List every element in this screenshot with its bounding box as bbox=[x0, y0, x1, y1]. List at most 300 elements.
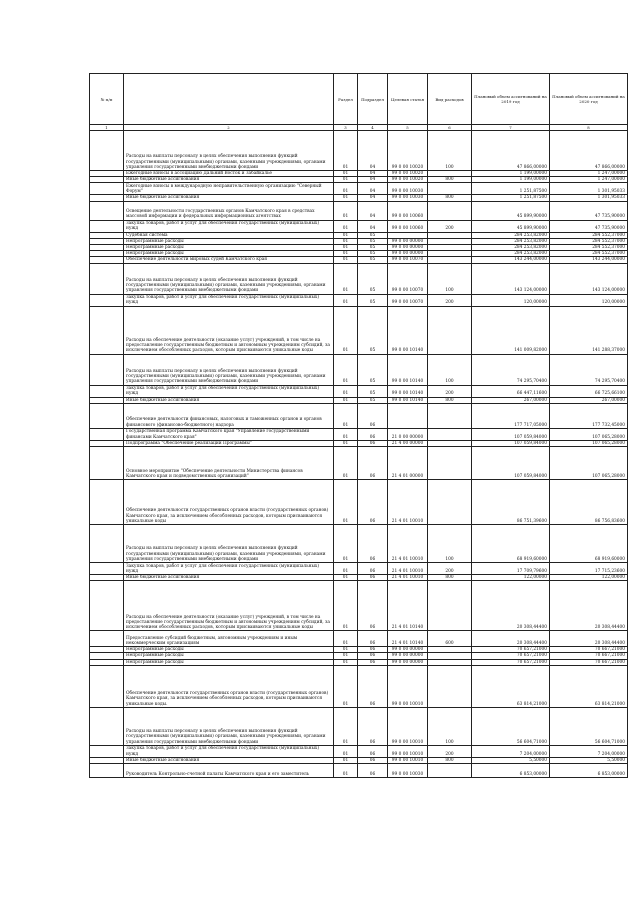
cell-y2019: 267,00000 bbox=[472, 397, 550, 403]
cell-vr bbox=[428, 201, 472, 220]
cell-podrazdel: 05 bbox=[358, 232, 388, 238]
cell-y2019: 20 308,44400 bbox=[472, 631, 550, 647]
cell-npp bbox=[90, 665, 124, 707]
cell-vr: 800 bbox=[428, 397, 472, 403]
cell-y2019: 284 253,82000 bbox=[472, 251, 550, 257]
cell-razdel: 01 bbox=[334, 525, 358, 563]
cell-podrazdel: 06 bbox=[358, 428, 388, 440]
cell-y2019: 66 447,11600 bbox=[472, 385, 550, 397]
cell-razdel: 01 bbox=[334, 428, 358, 440]
cell-y2020: 20 308,44400 bbox=[550, 581, 628, 631]
cell-csr: 99 0 00 10010 bbox=[388, 757, 428, 763]
cell-podrazdel: 06 bbox=[358, 757, 388, 763]
cell-vr: 200 bbox=[428, 220, 472, 232]
cell-vr: 100 bbox=[428, 354, 472, 385]
cell-name: Расходы на выплаты персоналу в целях обеспечения выполнения функций государственными (муниципальными) органами, казенными учреждениями, органами управления государственными внебюджетными фондами bbox=[124, 354, 334, 385]
cell-csr: 99 0 00 10140 bbox=[388, 397, 428, 403]
cell-y2020: 17 715,23600 bbox=[550, 563, 628, 575]
cell-y2020: 107 065,28000 bbox=[550, 447, 628, 480]
cell-y2020: 20 308,44400 bbox=[550, 631, 628, 647]
cell-name: Подпрограмма "Обеспечение реализации Программы" bbox=[124, 440, 334, 446]
cell-y2020: 284 552,37000 bbox=[550, 251, 628, 257]
cell-npp bbox=[90, 403, 124, 428]
header-2019: Плановый объем ассигнований на 2019 год bbox=[472, 74, 550, 125]
cell-podrazdel: 06 bbox=[358, 575, 388, 581]
cell-vr: 100 bbox=[428, 131, 472, 171]
cell-y2020: 143 244,00000 bbox=[550, 257, 628, 263]
cell-name: Закупка товаров, работ и услуг для обеспечения государственных (муниципальных) нужд bbox=[124, 220, 334, 232]
cell-npp bbox=[90, 220, 124, 232]
cell-y2020: 66 725,66100 bbox=[550, 385, 628, 397]
cell-y2019: 120,00000 bbox=[472, 294, 550, 306]
col-number: 4 bbox=[358, 125, 388, 131]
cell-vr: 100 bbox=[428, 263, 472, 294]
cell-name: Расходы на выплаты персоналу в целях обеспечения выполнения функций государственными (муниципальными) органами, казенными учреждениями, органами управления государственными внебюджетными фондами bbox=[124, 131, 334, 171]
cell-vr: 800 bbox=[428, 757, 472, 763]
cell-podrazdel: 04 bbox=[358, 171, 388, 177]
cell-csr: 99 0 00 00000 bbox=[388, 251, 428, 257]
cell-y2020: 1 301,95033 bbox=[550, 183, 628, 195]
cell-y2019: 284 253,82000 bbox=[472, 238, 550, 244]
cell-name: Расходы на обеспечение деятельности (оказание услуг) учреждений, в том числе на предоставление государственным бюджетным и автономным учреждениям субсидий, за исключением обособленных расходов, которым присваиваются уникальные коды bbox=[124, 581, 334, 631]
cell-y2019: 86 751,39600 bbox=[472, 480, 550, 525]
cell-y2019: 74 295,70400 bbox=[472, 354, 550, 385]
table-body bbox=[90, 131, 628, 778]
cell-podrazdel: 06 bbox=[358, 665, 388, 707]
cell-npp bbox=[90, 201, 124, 220]
cell-razdel: 01 bbox=[334, 238, 358, 244]
cell-razdel: 01 bbox=[334, 631, 358, 647]
cell-vr bbox=[428, 665, 472, 707]
cell-name: Закупка товаров, работ и услуг для обеспечения государственных (муниципальных) нужд bbox=[124, 385, 334, 397]
table-row bbox=[90, 220, 628, 232]
budget-table bbox=[89, 73, 628, 778]
header-razdel: Раздел bbox=[334, 74, 358, 125]
cell-csr: 99 0 00 10010 bbox=[388, 707, 428, 745]
table-row bbox=[90, 306, 628, 354]
cell-y2020: 122,00000 bbox=[550, 575, 628, 581]
cell-name: Руководитель Контрольно-счетной палаты Камчатского края и его заместитель bbox=[124, 764, 334, 778]
cell-name: Судебная система bbox=[124, 232, 334, 238]
cell-y2020: 1 301,95033 bbox=[550, 195, 628, 201]
cell-razdel: 01 bbox=[334, 220, 358, 232]
col-number: 7 bbox=[472, 125, 550, 131]
cell-razdel: 01 bbox=[334, 263, 358, 294]
cell-podrazdel: 06 bbox=[358, 563, 388, 575]
cell-y2020: 74 295,70400 bbox=[550, 354, 628, 385]
cell-vr: 200 bbox=[428, 294, 472, 306]
cell-razdel: 01 bbox=[334, 131, 358, 171]
cell-podrazdel: 04 bbox=[358, 177, 388, 183]
cell-y2019: 284 253,82000 bbox=[472, 232, 550, 238]
cell-y2019: 107 059,84000 bbox=[472, 447, 550, 480]
cell-y2020: 7 204,00000 bbox=[550, 745, 628, 757]
table-row bbox=[90, 745, 628, 757]
cell-podrazdel: 06 bbox=[358, 403, 388, 428]
cell-podrazdel: 04 bbox=[358, 195, 388, 201]
cell-vr: 200 bbox=[428, 385, 472, 397]
table-row bbox=[90, 294, 628, 306]
cell-podrazdel: 06 bbox=[358, 631, 388, 647]
header-csr: Целевая статья bbox=[388, 74, 428, 125]
cell-vr: 100 bbox=[428, 707, 472, 745]
cell-y2019: 70 657,21000 bbox=[472, 647, 550, 653]
cell-razdel: 01 bbox=[334, 171, 358, 177]
cell-y2019: 63 814,21000 bbox=[472, 665, 550, 707]
cell-y2020: 284 552,37000 bbox=[550, 232, 628, 238]
cell-podrazdel: 06 bbox=[358, 525, 388, 563]
cell-npp bbox=[90, 525, 124, 563]
cell-razdel: 01 bbox=[334, 480, 358, 525]
cell-razdel: 01 bbox=[334, 447, 358, 480]
cell-vr bbox=[428, 306, 472, 354]
cell-npp bbox=[90, 183, 124, 195]
cell-name: Расходы на выплаты персоналу в целях обеспечения выполнения функций государственными (муниципальными) органами, казенными учреждениями, органами управления государственными внебюджетными фондами bbox=[124, 707, 334, 745]
table-row bbox=[90, 201, 628, 220]
cell-csr: 21 4 01 10140 bbox=[388, 631, 428, 647]
cell-y2020: 177 732,45000 bbox=[550, 403, 628, 428]
col-number: 6 bbox=[428, 125, 472, 131]
cell-name: Ежегодные взносы в ассоциацию Дальний Восток и Забайкалье bbox=[124, 171, 334, 177]
cell-vr bbox=[428, 428, 472, 440]
cell-razdel: 01 bbox=[334, 201, 358, 220]
cell-csr: 21 0 00 00000 bbox=[388, 428, 428, 440]
cell-y2020: 107 065,28000 bbox=[550, 428, 628, 440]
cell-npp bbox=[90, 581, 124, 631]
cell-y2020: 47 866,00000 bbox=[550, 131, 628, 171]
cell-csr: 99 0 00 10140 bbox=[388, 385, 428, 397]
cell-y2019: 70 657,21000 bbox=[472, 653, 550, 659]
cell-razdel: 01 bbox=[334, 183, 358, 195]
cell-razdel: 01 bbox=[334, 653, 358, 659]
cell-y2020: 47 735,90000 bbox=[550, 201, 628, 220]
cell-csr: 99 0 00 00000 bbox=[388, 238, 428, 244]
cell-y2020: 5,50000 bbox=[550, 757, 628, 763]
cell-npp bbox=[90, 447, 124, 480]
cell-y2019: 1 251,87500 bbox=[472, 195, 550, 201]
cell-y2019: 6 853,00000 bbox=[472, 764, 550, 778]
cell-vr: 200 bbox=[428, 745, 472, 757]
cell-y2019: 143 124,00000 bbox=[472, 263, 550, 294]
cell-y2020: 1 247,00000 bbox=[550, 171, 628, 177]
cell-vr bbox=[428, 403, 472, 428]
cell-vr: 800 bbox=[428, 177, 472, 183]
cell-y2019: 70 657,21000 bbox=[472, 659, 550, 665]
cell-name: Обеспечение деятельности мировых судей Камчатского края bbox=[124, 257, 334, 263]
cell-y2020: 267,00000 bbox=[550, 397, 628, 403]
col-number: 2 bbox=[124, 125, 334, 131]
cell-razdel: 01 bbox=[334, 385, 358, 397]
cell-y2019: 17 709,79600 bbox=[472, 563, 550, 575]
cell-y2019: 45 899,90000 bbox=[472, 201, 550, 220]
cell-y2019: 107 059,84000 bbox=[472, 440, 550, 446]
col-number: 3 bbox=[334, 125, 358, 131]
cell-y2019: 177 717,05000 bbox=[472, 403, 550, 428]
cell-vr bbox=[428, 447, 472, 480]
cell-csr: 99 0 00 10060 bbox=[388, 220, 428, 232]
cell-csr: 99 0 00 10020 bbox=[388, 177, 428, 183]
cell-y2019: 1 199,00000 bbox=[472, 177, 550, 183]
cell-podrazdel: 05 bbox=[358, 257, 388, 263]
cell-razdel: 01 bbox=[334, 306, 358, 354]
col-number: 1 bbox=[90, 125, 124, 131]
cell-csr: 21 4 01 10140 bbox=[388, 581, 428, 631]
cell-name: Иные бюджетные ассигнования bbox=[124, 575, 334, 581]
cell-razdel: 01 bbox=[334, 707, 358, 745]
cell-name: Иные бюджетные ассигнования bbox=[124, 397, 334, 403]
table-row bbox=[90, 581, 628, 631]
cell-name: Государственная программа Камчатского края "Управление государственными финансами Камчатского края" bbox=[124, 428, 334, 440]
cell-podrazdel: 05 bbox=[358, 385, 388, 397]
cell-csr: 99 0 00 10020 bbox=[388, 171, 428, 177]
cell-podrazdel: 06 bbox=[358, 440, 388, 446]
cell-csr: 99 0 00 00000 bbox=[388, 245, 428, 251]
cell-name: Иные бюджетные ассигнования bbox=[124, 195, 334, 201]
cell-y2019: 122,00000 bbox=[472, 575, 550, 581]
cell-npp bbox=[90, 385, 124, 397]
cell-y2020: 120,00000 bbox=[550, 294, 628, 306]
cell-razdel: 01 bbox=[334, 757, 358, 763]
cell-npp bbox=[90, 745, 124, 757]
cell-vr bbox=[428, 581, 472, 631]
table-row bbox=[90, 183, 628, 195]
table-row bbox=[90, 563, 628, 575]
cell-csr: 21 4 01 10010 bbox=[388, 480, 428, 525]
cell-podrazdel: 05 bbox=[358, 263, 388, 294]
cell-name: Иные бюджетные ассигнования bbox=[124, 177, 334, 183]
cell-razdel: 01 bbox=[334, 581, 358, 631]
cell-vr: 800 bbox=[428, 195, 472, 201]
cell-y2019: 1 199,00000 bbox=[472, 171, 550, 177]
cell-name: Непрограммные расходы bbox=[124, 238, 334, 244]
header-npp: № п/п bbox=[90, 74, 124, 125]
cell-name: Обеспечение деятельности финансовых, налоговых и таможенных органов и органов финансового (финансово-бюджетного) надзора bbox=[124, 403, 334, 428]
table-row bbox=[90, 525, 628, 563]
cell-podrazdel: 04 bbox=[358, 220, 388, 232]
cell-vr: 800 bbox=[428, 575, 472, 581]
cell-y2019: 20 308,44400 bbox=[472, 581, 550, 631]
cell-name: Основное мероприятие "Обеспечение деятельности Министерства финансов Камчатского края и подведомственных организаций" bbox=[124, 447, 334, 480]
header-2020: Плановый объем ассигнований на 2020 год bbox=[550, 74, 628, 125]
cell-razdel: 01 bbox=[334, 665, 358, 707]
cell-y2020: 70 667,21000 bbox=[550, 653, 628, 659]
table-row bbox=[90, 764, 628, 778]
cell-podrazdel: 06 bbox=[358, 659, 388, 665]
cell-name: Непрограммные расходы bbox=[124, 659, 334, 665]
cell-name: Обеспечение деятельности государственных органов власти (государственных органов) Камчатского края, за исключением обособленных расходов, которым присваиваются уникальные коды bbox=[124, 480, 334, 525]
cell-vr bbox=[428, 480, 472, 525]
cell-y2019: 1 251,87500 bbox=[472, 183, 550, 195]
header-vr: Вид расходов bbox=[428, 74, 472, 125]
cell-razdel: 01 bbox=[334, 257, 358, 263]
cell-y2020: 6 853,00000 bbox=[550, 764, 628, 778]
col-number: 8 bbox=[550, 125, 628, 131]
cell-podrazdel: 05 bbox=[358, 354, 388, 385]
cell-y2020: 70 667,21000 bbox=[550, 659, 628, 665]
cell-name: Непрограммные расходы bbox=[124, 647, 334, 653]
cell-name: Расходы на выплаты персоналу в целях обеспечения выполнения функций государственными (муниципальными) органами, казенными учреждениями, органами управления государственными внебюджетными фондами bbox=[124, 525, 334, 563]
cell-csr: 21 4 01 10010 bbox=[388, 563, 428, 575]
cell-npp bbox=[90, 631, 124, 647]
cell-csr: 99 0 00 10020 bbox=[388, 131, 428, 171]
cell-podrazdel: 05 bbox=[358, 306, 388, 354]
cell-npp bbox=[90, 306, 124, 354]
cell-csr: 21 4 01 00000 bbox=[388, 447, 428, 480]
cell-vr bbox=[428, 183, 472, 195]
cell-y2019: 107 059,84000 bbox=[472, 428, 550, 440]
cell-razdel: 01 bbox=[334, 177, 358, 183]
cell-vr: 600 bbox=[428, 631, 472, 647]
cell-podrazdel: 06 bbox=[358, 707, 388, 745]
table-row bbox=[90, 480, 628, 525]
cell-razdel: 01 bbox=[334, 195, 358, 201]
table-row bbox=[90, 707, 628, 745]
header-podrazdel: Подраздел bbox=[358, 74, 388, 125]
cell-razdel: 01 bbox=[334, 232, 358, 238]
cell-csr: 99 0 00 00000 bbox=[388, 653, 428, 659]
cell-csr: 99 0 00 10010 bbox=[388, 745, 428, 757]
cell-y2020: 56 604,71000 bbox=[550, 707, 628, 745]
cell-name: Непрограммные расходы bbox=[124, 653, 334, 659]
cell-razdel: 01 bbox=[334, 745, 358, 757]
cell-razdel: 01 bbox=[334, 403, 358, 428]
header-name bbox=[124, 74, 334, 125]
cell-name: Непрограммные расходы bbox=[124, 251, 334, 257]
cell-y2020: 141 288,37000 bbox=[550, 306, 628, 354]
cell-y2020: 107 065,28000 bbox=[550, 440, 628, 446]
cell-csr: 21 4 01 10010 bbox=[388, 575, 428, 581]
cell-csr: 99 0 00 10030 bbox=[388, 764, 428, 778]
cell-razdel: 01 bbox=[334, 647, 358, 653]
cell-razdel: 01 bbox=[334, 245, 358, 251]
cell-podrazdel: 06 bbox=[358, 745, 388, 757]
cell-razdel: 01 bbox=[334, 563, 358, 575]
cell-name: Непрограммные расходы bbox=[124, 245, 334, 251]
cell-csr: 99 0 00 10030 bbox=[388, 183, 428, 195]
header-row bbox=[90, 74, 628, 125]
cell-podrazdel: 06 bbox=[358, 447, 388, 480]
cell-razdel: 01 bbox=[334, 659, 358, 665]
cell-csr: 99 0 00 10010 bbox=[388, 665, 428, 707]
cell-razdel: 01 bbox=[334, 440, 358, 446]
table-row bbox=[90, 665, 628, 707]
cell-csr bbox=[388, 403, 428, 428]
cell-y2020: 1 247,00000 bbox=[550, 177, 628, 183]
cell-podrazdel: 05 bbox=[358, 294, 388, 306]
cell-csr: 21 4 01 10010 bbox=[388, 525, 428, 563]
cell-podrazdel: 04 bbox=[358, 131, 388, 171]
cell-npp bbox=[90, 354, 124, 385]
cell-npp bbox=[90, 707, 124, 745]
cell-vr: 200 bbox=[428, 563, 472, 575]
cell-y2020: 68 919,60000 bbox=[550, 525, 628, 563]
cell-podrazdel: 05 bbox=[358, 397, 388, 403]
cell-name: Предоставление субсидий бюджетным, автономным учреждениям и иным некоммерческим организациям bbox=[124, 631, 334, 647]
cell-podrazdel: 06 bbox=[358, 647, 388, 653]
cell-name: Обеспечение деятельности государственных органов власти (государственных органов) Камчатского края, за исключением обособленных расходов, которым присваиваются уникальные коды. bbox=[124, 665, 334, 707]
table-row bbox=[90, 385, 628, 397]
cell-name: Закупка товаров, работ и услуг для обеспечения государственных (муниципальных) нужд bbox=[124, 563, 334, 575]
table-row bbox=[90, 428, 628, 440]
cell-y2020: 70 667,21000 bbox=[550, 647, 628, 653]
cell-name: Закупка товаров, работ и услуг для обеспечения государственных (муниципальных) нужд bbox=[124, 294, 334, 306]
cell-y2019: 68 919,60000 bbox=[472, 525, 550, 563]
cell-csr: 99 0 00 10140 bbox=[388, 354, 428, 385]
cell-csr: 99 0 00 10140 bbox=[388, 306, 428, 354]
cell-podrazdel: 05 bbox=[358, 238, 388, 244]
cell-podrazdel: 06 bbox=[358, 764, 388, 778]
cell-razdel: 01 bbox=[334, 294, 358, 306]
cell-name: Иные бюджетные ассигнования bbox=[124, 757, 334, 763]
cell-npp bbox=[90, 131, 124, 171]
cell-npp bbox=[90, 263, 124, 294]
cell-y2020: 284 552,37000 bbox=[550, 238, 628, 244]
cell-razdel: 01 bbox=[334, 764, 358, 778]
cell-csr: 99 0 00 10070 bbox=[388, 263, 428, 294]
cell-name: Закупка товаров, работ и услуг для обеспечения государственных (муниципальных) нужд bbox=[124, 745, 334, 757]
table-row bbox=[90, 263, 628, 294]
cell-name: Расходы на выплаты персоналу в целях обеспечения выполнения функций государственными (муниципальными) органами, казенными учреждениями, органами управления государственными внебюджетными фондами bbox=[124, 263, 334, 294]
cell-razdel: 01 bbox=[334, 354, 358, 385]
cell-y2019: 143 244,00000 bbox=[472, 257, 550, 263]
cell-name: Расходы на обеспечение деятельности (оказание услуг) учреждений, в том числе на предоставление государственным бюджетным и автономным учреждениям субсидий, за исключением обособленных расходов, которым присваиваются уникальные коды bbox=[124, 306, 334, 354]
cell-csr: 99 0 00 00000 bbox=[388, 647, 428, 653]
cell-vr: 100 bbox=[428, 525, 472, 563]
cell-podrazdel: 04 bbox=[358, 183, 388, 195]
cell-razdel: 01 bbox=[334, 397, 358, 403]
cell-podrazdel: 06 bbox=[358, 480, 388, 525]
cell-y2019: 284 253,82000 bbox=[472, 245, 550, 251]
cell-csr: 21 4 00 00000 bbox=[388, 440, 428, 446]
cell-y2020: 86 756,83600 bbox=[550, 480, 628, 525]
cell-y2019: 141 009,82000 bbox=[472, 306, 550, 354]
cell-razdel: 01 bbox=[334, 575, 358, 581]
cell-y2019: 5,50000 bbox=[472, 757, 550, 763]
table-row bbox=[90, 354, 628, 385]
cell-podrazdel: 06 bbox=[358, 581, 388, 631]
cell-name: Ежегодные взносы в международную неправительственную организацию "Северный Форум" bbox=[124, 183, 334, 195]
cell-vr bbox=[428, 764, 472, 778]
cell-podrazdel: 04 bbox=[358, 201, 388, 220]
table-row bbox=[90, 403, 628, 428]
cell-y2019: 7 204,00000 bbox=[472, 745, 550, 757]
cell-npp bbox=[90, 480, 124, 525]
cell-csr: 99 0 00 00000 bbox=[388, 659, 428, 665]
cell-npp bbox=[90, 294, 124, 306]
cell-y2019: 56 604,71000 bbox=[472, 707, 550, 745]
cell-npp bbox=[90, 563, 124, 575]
cell-podrazdel: 05 bbox=[358, 245, 388, 251]
table-row bbox=[90, 447, 628, 480]
cell-y2019: 47 866,00000 bbox=[472, 131, 550, 171]
cell-y2020: 63 814,21000 bbox=[550, 665, 628, 707]
cell-y2019: 45 899,90000 bbox=[472, 220, 550, 232]
cell-name: Освещение деятельности государственных органов Камчатского края в средствах массовой информации и федеральных информационных агентствах bbox=[124, 201, 334, 220]
cell-y2020: 47 735,90000 bbox=[550, 220, 628, 232]
cell-y2020: 284 552,37000 bbox=[550, 245, 628, 251]
col-number: 5 bbox=[388, 125, 428, 131]
cell-npp bbox=[90, 764, 124, 778]
cell-npp bbox=[90, 428, 124, 440]
cell-podrazdel: 06 bbox=[358, 653, 388, 659]
table-row bbox=[90, 131, 628, 171]
table-row bbox=[90, 631, 628, 647]
cell-y2020: 143 124,00000 bbox=[550, 263, 628, 294]
cell-podrazdel: 05 bbox=[358, 251, 388, 257]
cell-razdel: 01 bbox=[334, 251, 358, 257]
cell-csr: 99 0 00 10070 bbox=[388, 294, 428, 306]
cell-csr: 99 0 00 10030 bbox=[388, 195, 428, 201]
